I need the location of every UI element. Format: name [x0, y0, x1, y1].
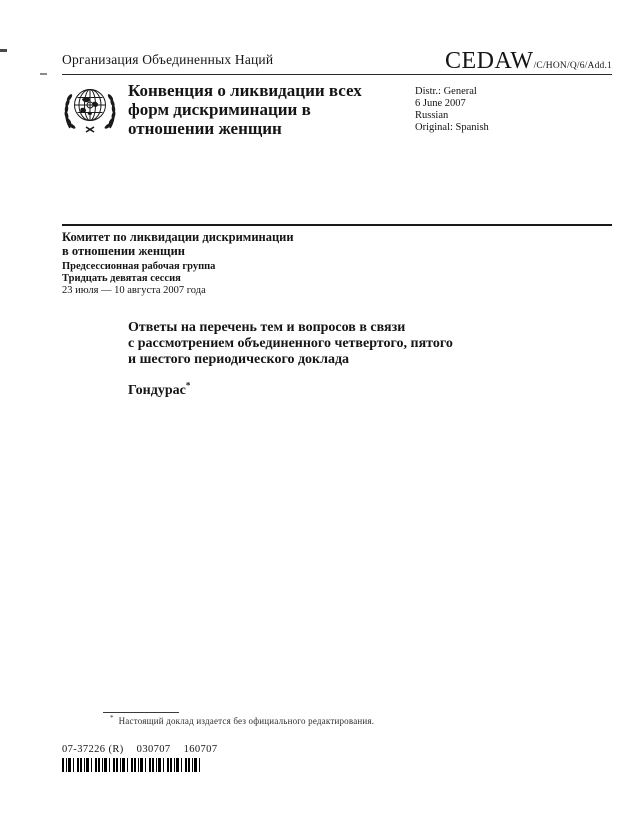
convention-title: [128, 81, 393, 138]
document-title-line: и шестого периодического доклада: [128, 352, 350, 367]
job-number: 07-37226 (R): [62, 744, 124, 755]
document-title-line: Ответы на перечень тем и вопросов в связи: [128, 320, 406, 335]
footnote-reference-marker: *: [185, 380, 191, 391]
barcode: [62, 758, 201, 772]
distr-line: Distr.: General: [415, 86, 477, 97]
convention-title-line: отношении женщин: [128, 119, 282, 138]
date-code: 030707: [136, 744, 171, 755]
convention-title-line: форм дискриминации в: [128, 100, 311, 119]
section-rule: [62, 224, 612, 226]
footnote-marker: *: [110, 714, 114, 722]
distribution-block: [415, 86, 489, 134]
session-number-line: Тридцать девятая сессия: [62, 273, 181, 284]
footnote-rule: [103, 712, 179, 713]
document-symbol: [445, 48, 612, 75]
org-name: Организация Объединенных Наций: [62, 52, 274, 67]
original-language-line: Original: Spanish: [415, 122, 489, 133]
document-title-line: с рассмотрением объединенного четвертого, пятого: [128, 336, 453, 351]
un-emblem-icon: [60, 82, 120, 138]
scan-artifact: [40, 73, 47, 75]
language-line: Russian: [415, 110, 449, 121]
footnote: [110, 716, 374, 726]
document-symbol-suffix: /C/HON/Q/6/Add.1: [533, 61, 612, 71]
footnote-text: Настоящий доклад издается без официального редактирования.: [118, 716, 375, 726]
session-block: [62, 231, 294, 297]
committee-name-line: Комитет по ликвидации дискриминации: [62, 230, 294, 244]
convention-title-line: Конвенция о ликвидации всех: [128, 81, 362, 100]
document-symbol-main: CEDAW: [445, 48, 534, 74]
header-rule: [62, 74, 612, 75]
document-title-block: [128, 320, 548, 399]
date-line: 6 June 2007: [415, 98, 466, 109]
country-name: Гондурас*: [128, 380, 191, 398]
footer-codes: [62, 744, 217, 755]
working-group-line: Предсессионная рабочая группа: [62, 261, 216, 272]
committee-name-line: в отношении женщин: [62, 243, 185, 258]
date-code: 160707: [183, 744, 218, 755]
session-dates-line: 23 июля — 10 августа 2007 года: [62, 285, 206, 296]
scan-artifact: [0, 49, 7, 52]
